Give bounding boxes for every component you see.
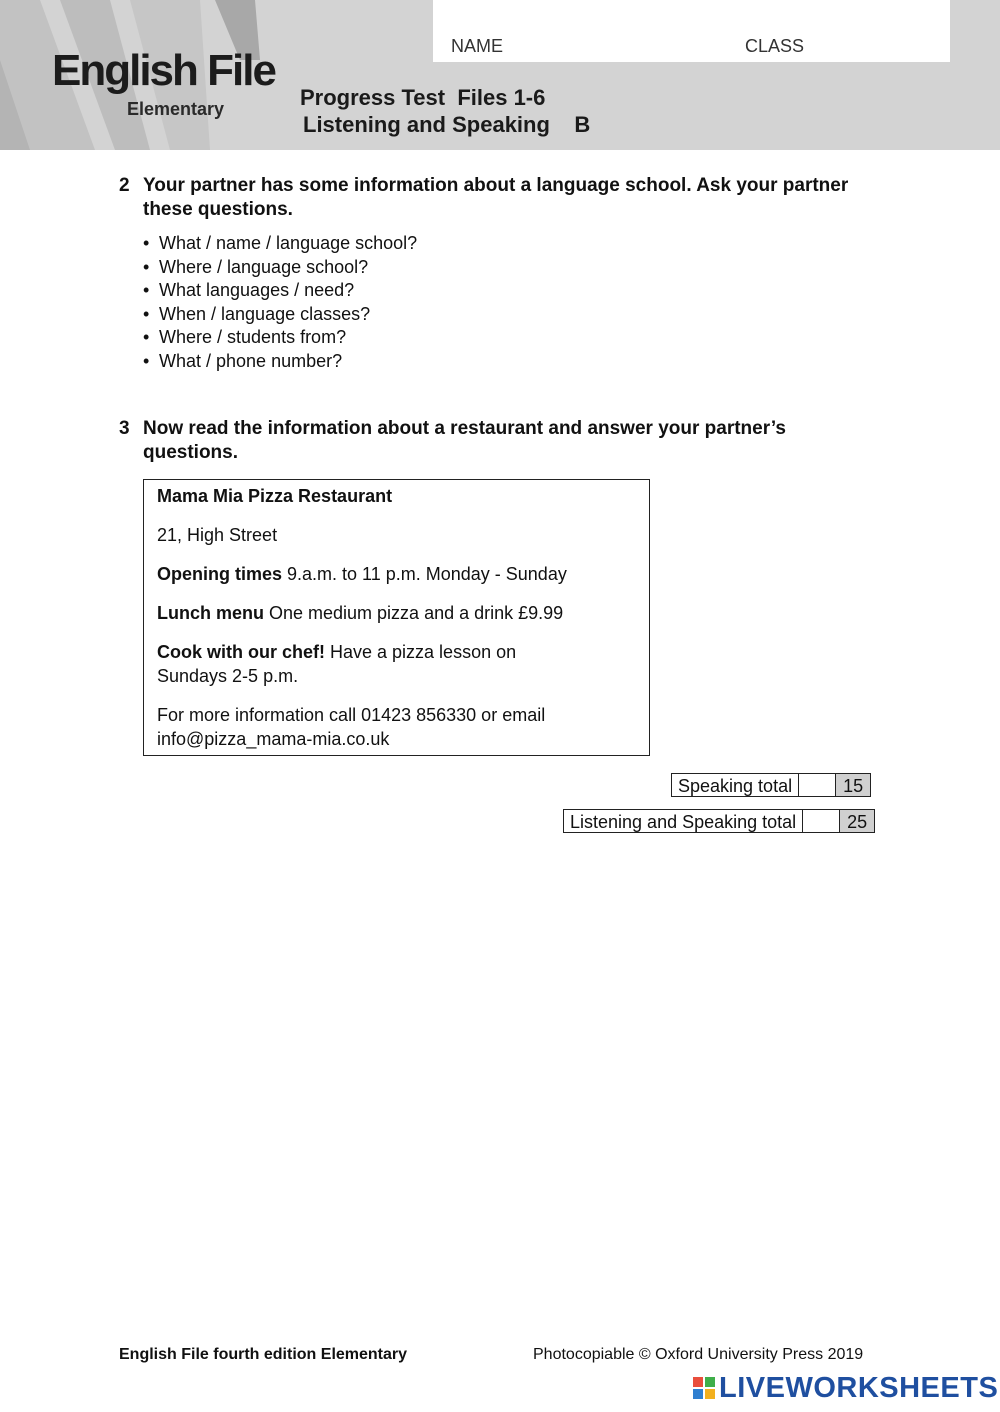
restaurant-name: Mama Mia Pizza Restaurant bbox=[157, 486, 393, 506]
footer-copyright: Photocopiable © Oxford University Press 2019 bbox=[533, 1346, 864, 1363]
listening-speaking-total-row bbox=[563, 809, 875, 833]
restaurant-info-box bbox=[143, 479, 650, 756]
bullet-icon: • bbox=[143, 280, 150, 300]
name-class-box bbox=[433, 0, 950, 62]
total-max-score: 25 bbox=[840, 809, 875, 833]
question-list bbox=[143, 232, 859, 373]
bullet-icon: • bbox=[143, 233, 150, 253]
question-number: 2 bbox=[119, 175, 130, 196]
liveworksheets-icon bbox=[693, 1377, 715, 1399]
question-number: 3 bbox=[119, 418, 130, 439]
cook-with-chef: Cook with our chef! Have a pizza lesson on Sundays 2-5 p.m. bbox=[157, 642, 517, 686]
opening-times: Opening times 9.a.m. to 11 p.m. Monday - Sunday bbox=[157, 564, 567, 584]
list-item: • When / language classes? bbox=[143, 303, 859, 327]
bullet-icon: • bbox=[143, 350, 150, 371]
bullet-icon: • bbox=[143, 256, 150, 277]
list-item: • What languages / need? bbox=[143, 279, 859, 303]
question-2 bbox=[119, 174, 859, 373]
speaking-total-label: Speaking total bbox=[671, 773, 799, 797]
restaurant-address: 21, High Street bbox=[157, 525, 278, 545]
liveworksheets-wordmark: LIVEWORKSHEETS bbox=[719, 1371, 999, 1404]
liveworksheets-logo[interactable] bbox=[693, 1372, 998, 1404]
question-prompt: Now read the information about a restaurant and answer your partner’s questions. bbox=[143, 418, 786, 463]
question-prompt: Your partner has some information about a language school. Ask your partner these questions. bbox=[143, 175, 849, 220]
speaking-total-row bbox=[671, 773, 871, 797]
list-item: • What / phone number? bbox=[143, 350, 859, 374]
page-header bbox=[0, 0, 1000, 150]
test-title: Progress Test Files 1-6 bbox=[300, 85, 546, 110]
logo-subtitle: Elementary bbox=[127, 99, 225, 119]
test-subtitle: Listening and Speaking B bbox=[303, 112, 591, 137]
contact-info: For more information call 01423 856330 or email info@pizza_mama-mia.co.uk bbox=[157, 705, 546, 749]
list-item: • Where / language school? bbox=[143, 256, 859, 280]
listening-speaking-total-label: Listening and Speaking total bbox=[563, 809, 803, 833]
footer-edition: English File fourth edition Elementary bbox=[119, 1346, 408, 1363]
speaking-max-score: 15 bbox=[836, 773, 871, 797]
name-label: NAME bbox=[451, 36, 504, 56]
lunch-menu: Lunch menu One medium pizza and a drink £9.99 bbox=[157, 603, 564, 623]
speaking-score-field[interactable] bbox=[799, 773, 836, 797]
class-label: CLASS bbox=[745, 36, 805, 56]
list-item: • What / name / language school? bbox=[143, 232, 859, 256]
total-score-field[interactable] bbox=[803, 809, 840, 833]
list-item: • Where / students from? bbox=[143, 326, 859, 350]
bullet-icon: • bbox=[143, 303, 150, 324]
logo-title: English File bbox=[52, 46, 275, 95]
bullet-icon: • bbox=[143, 327, 150, 347]
question-3 bbox=[119, 417, 859, 465]
